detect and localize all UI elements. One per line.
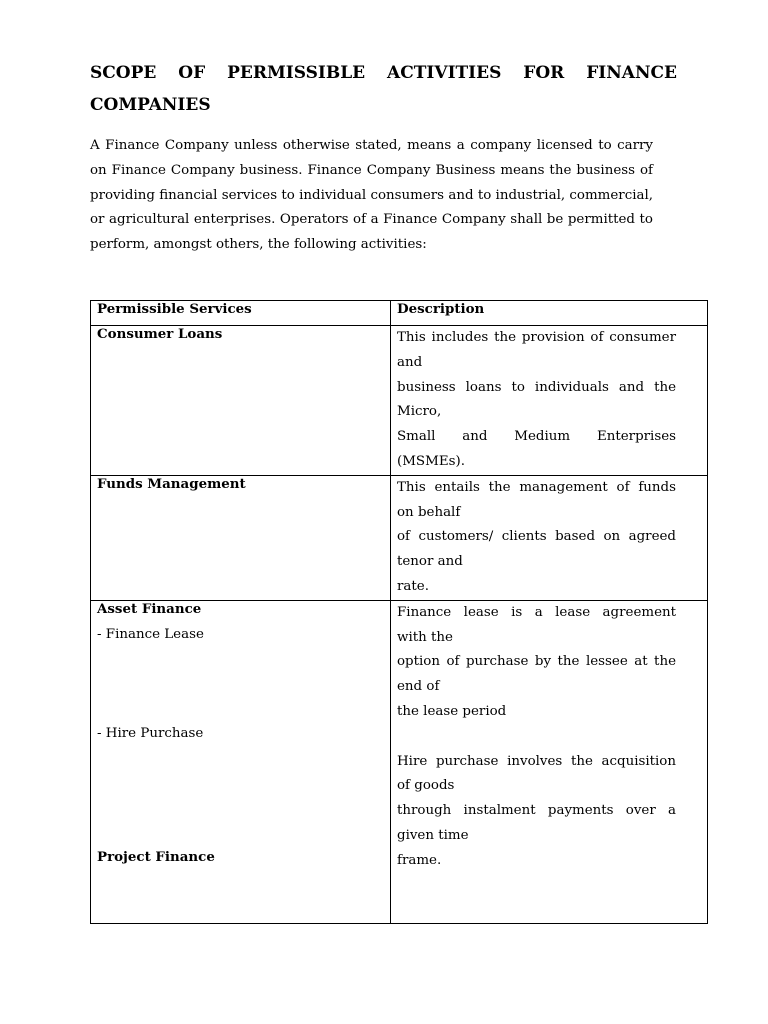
intro-paragraph: A Finance Company unless otherwise stated, means a company licensed to carry on Finance Company business. Finance Company Business means the business of providing financial services to individual consumers and to industrial, commercial, or agricultural enterprises. Operators of a Finance Company shall be permitted to perform, amongst others, the following activities:	[90, 138, 653, 253]
header-permissible-services: Permissible Services	[91, 301, 391, 326]
description-line: and	[397, 354, 423, 370]
description-line: the lease period	[397, 703, 507, 719]
description-cell	[391, 475, 708, 600]
page-title: SCOPE OF PERMISSIBLE ACTIVITIES FOR FINANCE COMPANIES	[90, 63, 677, 115]
table-header-row	[91, 301, 708, 326]
service-name: Asset Finance	[97, 600, 202, 617]
service-cell	[91, 475, 391, 600]
description-line: frame.	[397, 852, 442, 868]
description-line: end of	[397, 679, 440, 695]
description-line: This entails the management of funds	[397, 479, 676, 495]
sub-item-hire-purchase: - Hire Purchase	[97, 725, 204, 741]
service-name-project-finance: Project Finance	[97, 848, 215, 865]
description-line: given time	[397, 827, 469, 843]
description-text	[397, 326, 676, 475]
description-line: Finance lease is a lease agreement	[397, 604, 676, 620]
description-cell	[391, 326, 708, 476]
service-cell	[91, 600, 391, 923]
sub-item-finance-lease: - Finance Lease	[97, 626, 204, 642]
description-line: option of purchase by the lessee at the	[397, 654, 676, 670]
description-line: of customers/ clients based on agreed	[397, 529, 676, 545]
description-text	[397, 601, 676, 874]
permissible-services-table	[90, 300, 708, 924]
service-name: Funds Management	[97, 475, 246, 492]
table-row	[91, 475, 708, 600]
description-line: Micro,	[397, 404, 442, 420]
description-line: rate.	[397, 578, 429, 594]
description-line: This includes the provision of consumer	[397, 330, 676, 345]
table-row	[91, 326, 708, 476]
description-text	[397, 476, 676, 600]
description-line: Hire purchase involves the acquisition	[397, 753, 676, 769]
service-name: Consumer Loans	[97, 326, 223, 342]
description-line	[397, 725, 676, 750]
description-line: Small and Medium Enterprises	[397, 429, 676, 445]
description-line: of goods	[397, 778, 455, 794]
header-description: Description	[391, 301, 708, 326]
description-cell	[391, 600, 708, 923]
description-line: through instalment payments over a	[397, 803, 676, 819]
table-row	[91, 600, 708, 923]
description-line: with the	[397, 629, 453, 645]
description-line: business loans to individuals and the	[397, 379, 676, 395]
service-cell	[91, 326, 391, 476]
description-line: on behalf	[397, 504, 461, 520]
description-line: (MSMEs).	[397, 453, 465, 469]
description-line: tenor and	[397, 554, 463, 570]
